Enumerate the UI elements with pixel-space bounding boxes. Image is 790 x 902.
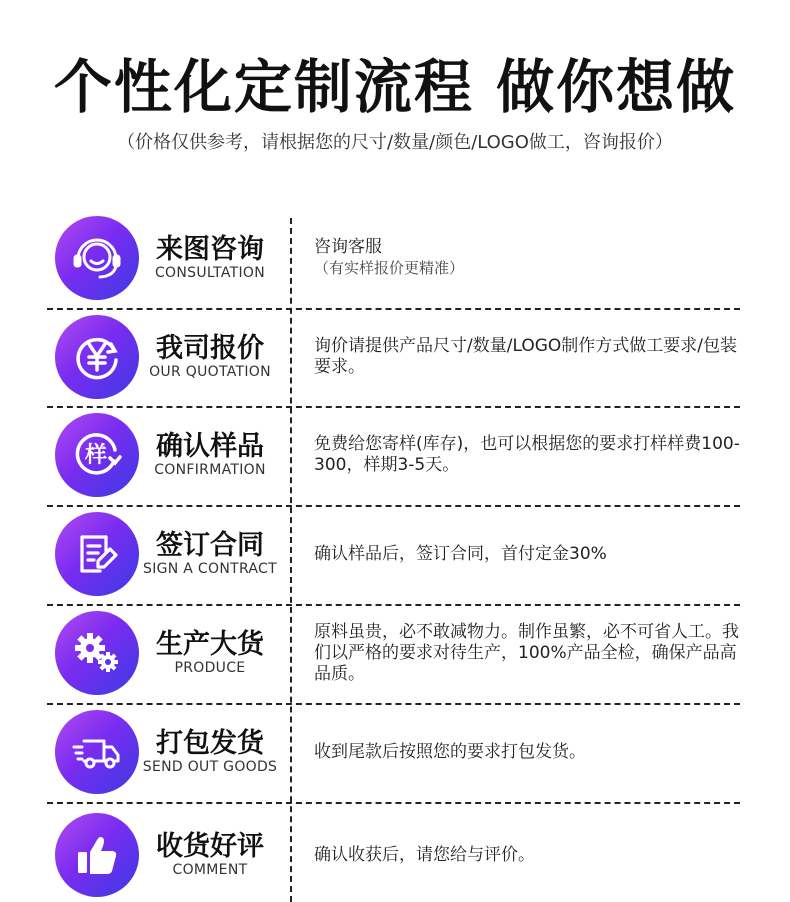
step-description: 询价请提供产品尺寸/数量/LOGO制作方式做工要求/包装要求。 [314, 336, 737, 377]
truck-icon [55, 710, 139, 794]
step-name: 我司报价 [156, 333, 264, 364]
step-english: PRODUCE [174, 660, 246, 676]
step-name: 生产大货 [156, 629, 264, 660]
step-send-out-goods [47, 707, 740, 797]
gears-icon [55, 611, 139, 695]
row-divider [47, 604, 740, 606]
step-description-block [314, 707, 744, 797]
step-description: 免费给您寄样(库存)，也可以根据您的要求打样样费100-300，样期3-5天。 [314, 434, 740, 475]
step-english: SEND OUT GOODS [142, 759, 278, 775]
step-english: COMMENT [172, 862, 248, 878]
step-name: 打包发货 [156, 728, 264, 759]
step-description-block [314, 410, 744, 500]
step-description-block [314, 509, 744, 599]
row-divider [47, 308, 740, 310]
step-description: 收到尾款后按照您的要求打包发货。 [314, 741, 586, 762]
step-english: SIGN A CONTRACT [143, 561, 277, 577]
step-description-block [314, 810, 744, 900]
step-description-block [314, 608, 744, 698]
row-divider [47, 703, 740, 705]
step-description: 咨询客服 [314, 237, 382, 257]
step-sign-contract [47, 509, 740, 599]
step-description: 原料虽贵，必不敢减物力。制作虽繁，必不可省人工。我们以严格的要求对待生产，100%产品全检，确保产品高品质。 [314, 621, 739, 684]
row-divider [47, 406, 740, 408]
step-name: 来图咨询 [156, 234, 264, 265]
step-quotation [47, 312, 740, 402]
step-english: CONSULTATION [154, 265, 265, 281]
row-divider [47, 802, 740, 804]
step-description: 确认收获后，请您给与评价。 [314, 844, 535, 865]
contract-icon [55, 512, 139, 596]
step-confirmation [47, 410, 740, 500]
step-description: 确认样品后，签订合同，首付定金30% [314, 543, 607, 564]
step-description-block [314, 213, 744, 303]
step-english: CONFIRMATION [154, 462, 266, 478]
step-note: （有实样报价更精准） [314, 259, 465, 277]
page-title: 个性化定制流程 做你想做 [53, 53, 737, 121]
svg-text:样: 样 [84, 443, 108, 468]
row-divider [47, 505, 740, 507]
sample-icon [55, 413, 139, 497]
step-comment [47, 810, 740, 900]
headset-icon [55, 216, 139, 300]
yen-icon [55, 315, 139, 399]
thumbs-up-icon [55, 813, 139, 897]
page-subtitle: （价格仅供参考，请根据您的尺寸/数量/颜色/LOGO做工，咨询报价） [117, 132, 673, 153]
step-name: 签订合同 [156, 530, 264, 561]
step-name: 收货好评 [156, 831, 264, 862]
step-description-block [314, 312, 744, 402]
step-english: OUR QUOTATION [149, 364, 271, 380]
step-produce [47, 608, 740, 698]
step-consultation [47, 213, 740, 303]
step-name: 确认样品 [156, 431, 264, 462]
